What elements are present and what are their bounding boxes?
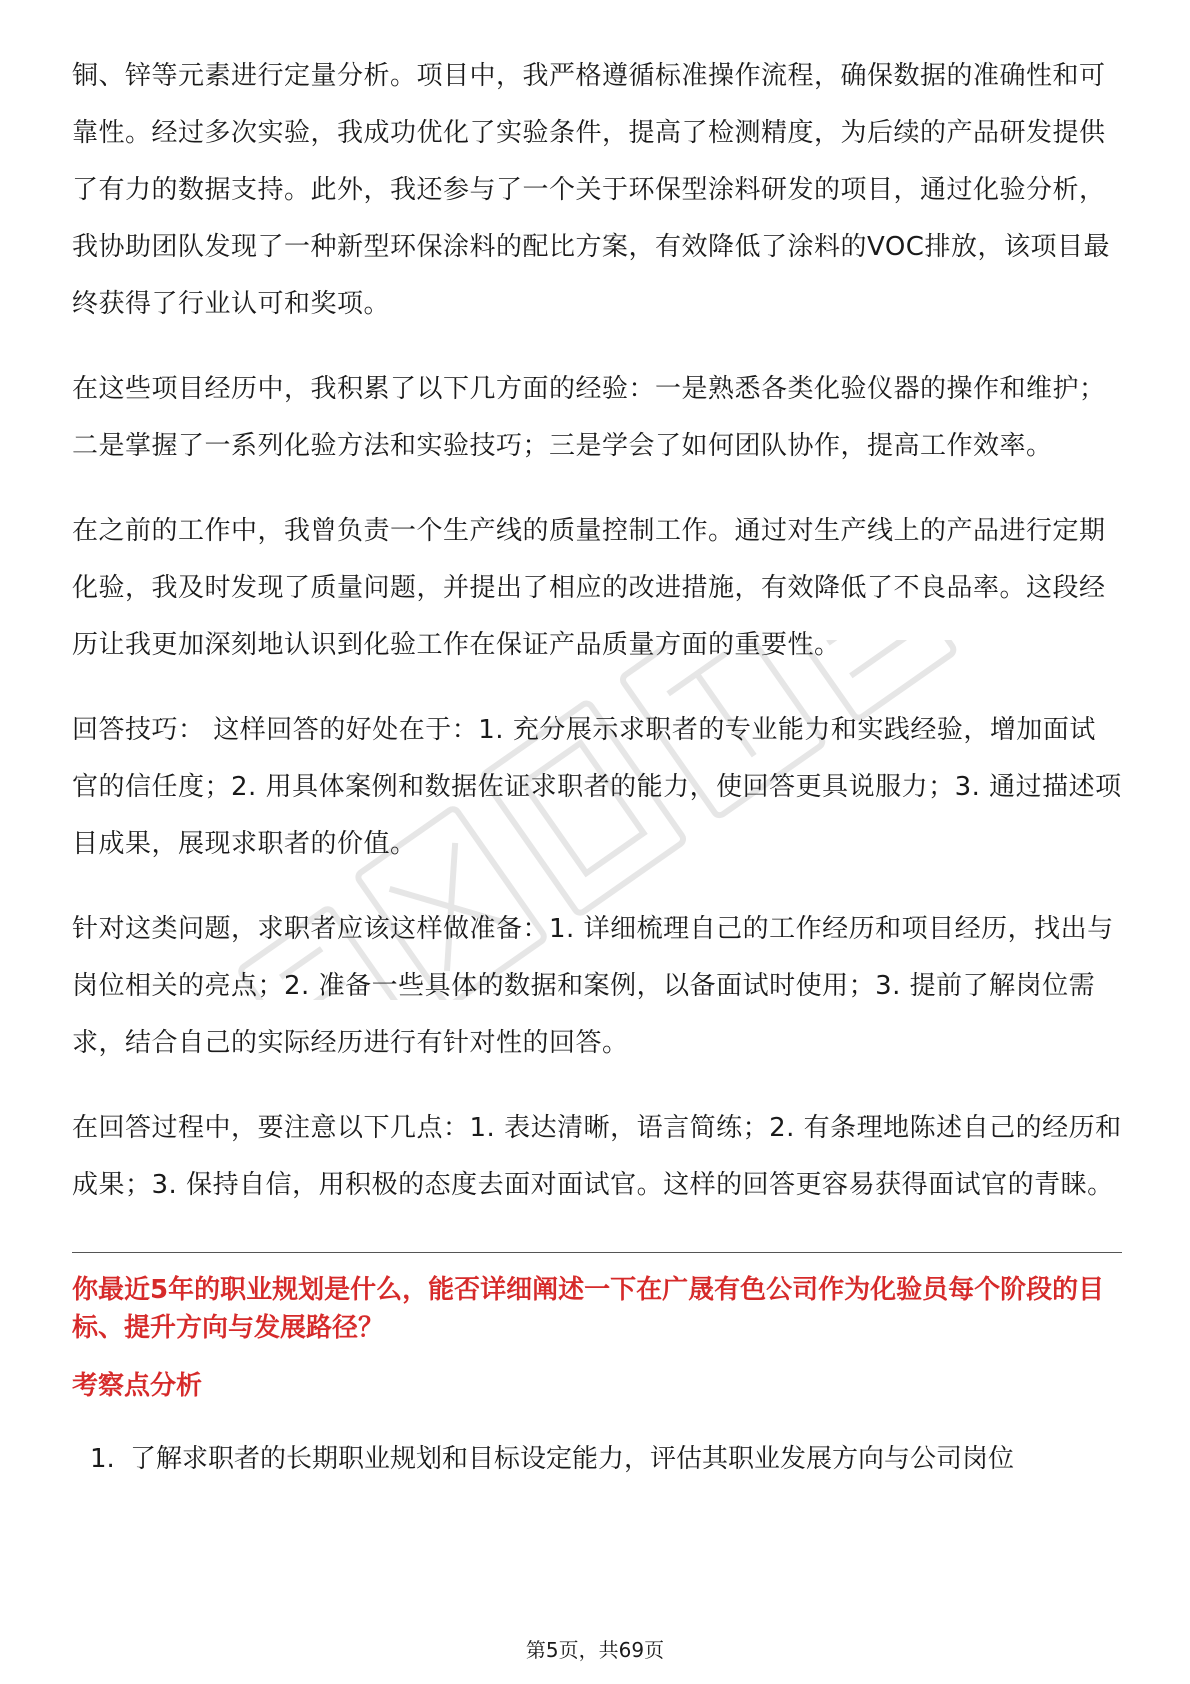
- list-item-text: 了解求职者的长期职业规划和目标设定能力，评估其职业发展方向与公司岗位: [130, 1444, 1015, 1474]
- preparation-paragraph: 针对这类问题，求职者应该这样做准备：1. 详细梳理自己的工作经历和项目经历，找出与岗位相关的亮点；2. 准备一些具体的数据和案例，以备面试时使用；3. 提前了解岗位需求，结合自己的实际经历进行有针对性的回答。: [72, 914, 1114, 1058]
- answer-tips-paragraph: 回答技巧： 这样回答的好处在于：1. 充分展示求职者的专业能力和实践经验，增加面试官的信任度；2. 用具体案例和数据佐证求职者的能力，使回答更具说服力；3. 通过描述项目成果，展现求职者的价值。: [72, 715, 1122, 859]
- document-page: [72, 48, 1122, 1479]
- attention-points-paragraph: 在回答过程中，要注意以下几点：1. 表达清晰，语言简练；2. 有条理地陈述自己的经历和成果；3. 保持自信，用积极的态度去面对面试官。这样的回答更容易获得面试官的青睐。: [72, 1113, 1122, 1200]
- analysis-heading: 考察点分析: [72, 1371, 203, 1401]
- body-paragraph-3: 在之前的工作中，我曾负责一个生产线的质量控制工作。通过对生产线上的产品进行定期化验，我及时发现了质量问题，并提出了相应的改进措施，有效降低了不良品率。这段经历让我更加深刻地认识到化验工作在保证产品质量方面的重要性。: [72, 516, 1106, 660]
- section-divider: [72, 1252, 1122, 1253]
- body-paragraph-2: 在这些项目经历中，我积累了以下几方面的经验：一是熟悉各类化验仪器的操作和维护；二是掌握了一系列化验方法和实验技巧；三是学会了如何团队协作，提高工作效率。: [72, 374, 1106, 461]
- list-item: [72, 1439, 1122, 1479]
- interview-question: 你最近5年的职业规划是什么，能否详细阐述一下在广晟有色公司作为化验员每个阶段的目标、提升方向与发展路径？: [72, 1275, 1105, 1343]
- body-paragraph-1: 铜、锌等元素进行定量分析。项目中，我严格遵循标准操作流程，确保数据的准确性和可靠性。经过多次实验，我成功优化了实验条件，提高了检测精度，为后续的产品研发提供了有力的数据支持。此外，我还参与了一个关于环保型涂料研发的项目，通过化验分析，我协助团队发现了一种新型环保涂料的配比方案，有效降低了涂料的VOC排放，该项目最终获得了行业认可和奖项。: [72, 61, 1110, 319]
- list-item-number: 1.: [90, 1444, 115, 1474]
- analysis-list: [72, 1439, 1122, 1479]
- page-footer: 第5页，共69页: [525, 1638, 665, 1662]
